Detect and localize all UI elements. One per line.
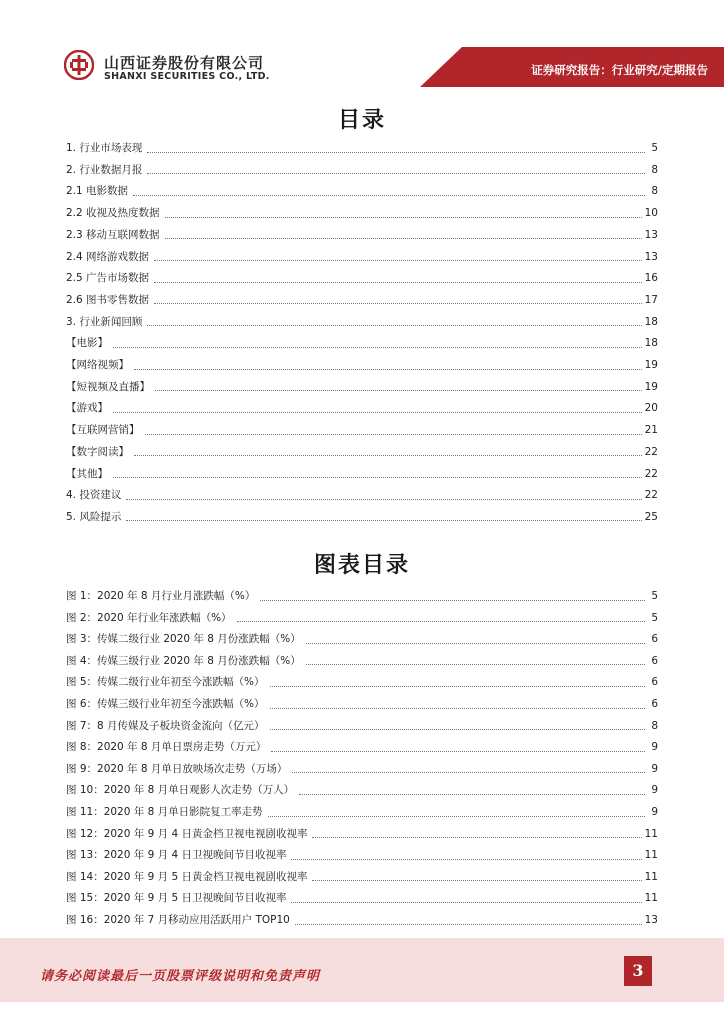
leader-dots bbox=[147, 315, 641, 326]
toc-entry[interactable] bbox=[66, 227, 658, 243]
toc-entry-label: 2.5 广告市场数据 bbox=[66, 272, 150, 285]
figure-entry-page: 13 bbox=[644, 914, 658, 926]
toc-entry-label: 2.3 移动互联网数据 bbox=[66, 228, 160, 241]
toc-entry[interactable] bbox=[66, 357, 658, 373]
toc-entry-label: 4. 投资建议 bbox=[66, 489, 122, 502]
toc-entry-page: 22 bbox=[644, 445, 658, 458]
figure-entry-label: 图 15：2020 年 9 月 5 日卫视晚间节目收视率 bbox=[66, 892, 287, 905]
toc-entry-page: 10 bbox=[644, 207, 658, 220]
leader-dots bbox=[299, 784, 645, 795]
company-logo-icon bbox=[64, 50, 94, 80]
leader-dots bbox=[154, 293, 642, 304]
leader-dots bbox=[147, 163, 645, 174]
toc-entry[interactable] bbox=[66, 249, 658, 265]
leader-dots bbox=[270, 698, 646, 709]
figure-entry-page: 9 bbox=[651, 741, 658, 754]
toc-entry[interactable] bbox=[66, 205, 658, 221]
page-header bbox=[0, 0, 724, 92]
leader-dots bbox=[155, 380, 642, 391]
toc-entry-label: 2.1 电影数据 bbox=[66, 185, 129, 198]
toc-entry-page: 19 bbox=[644, 380, 658, 393]
leader-dots bbox=[165, 207, 642, 218]
figure-entry[interactable] bbox=[66, 869, 658, 885]
figure-entry-page: 9 bbox=[651, 784, 658, 797]
leader-dots bbox=[134, 445, 642, 456]
figure-entry-label: 图 12：2020 年 9 月 4 日黄金档卫视电视剧收视率 bbox=[66, 827, 308, 840]
figure-entry[interactable] bbox=[66, 761, 658, 777]
leader-dots bbox=[270, 719, 645, 730]
toc-entry-label: 【游戏】 bbox=[66, 402, 108, 415]
report-type-label: 证券研究报告：行业研究/定期报告 bbox=[531, 63, 708, 77]
toc-entry[interactable] bbox=[66, 400, 658, 416]
figure-entry-label: 图 7：8 月传媒及子板块资金流向（亿元） bbox=[66, 719, 265, 732]
toc-entry[interactable] bbox=[66, 422, 658, 438]
figure-entry-page: 6 bbox=[651, 654, 658, 667]
toc-entry[interactable] bbox=[66, 183, 658, 199]
figure-entry-page: 6 bbox=[651, 676, 658, 689]
toc-entry-page: 18 bbox=[644, 337, 658, 350]
toc-entry-label: 【数字阅读】 bbox=[66, 445, 129, 458]
toc-entry[interactable] bbox=[66, 140, 658, 156]
disclaimer-text: 请务必阅读最后一页股票评级说明和免责声明 bbox=[40, 969, 321, 984]
leader-dots bbox=[291, 849, 641, 860]
toc-entry-page: 17 bbox=[644, 293, 658, 306]
toc-entry-page: 13 bbox=[644, 250, 658, 263]
figure-entry[interactable] bbox=[66, 653, 658, 669]
figure-entry-page: 11 bbox=[644, 892, 658, 905]
toc-title: 目录 bbox=[337, 108, 386, 133]
leader-dots bbox=[295, 914, 642, 925]
leader-dots bbox=[113, 337, 642, 348]
figure-entry-label: 图 6：传媒三级行业年初至今涨跌幅（%） bbox=[66, 698, 265, 710]
leader-dots bbox=[145, 424, 642, 435]
figure-entry-label: 图 14：2020 年 9 月 5 日黄金档卫视电视剧收视率 bbox=[66, 870, 308, 883]
figure-entry-label: 图 10：2020 年 8 月单日观影人次走势（万人） bbox=[66, 784, 295, 797]
leader-dots bbox=[126, 510, 641, 521]
toc-entry-page: 21 bbox=[644, 424, 658, 437]
toc-entry-page: 18 bbox=[644, 315, 658, 328]
toc-entry-page: 22 bbox=[644, 467, 658, 480]
figure-entry[interactable] bbox=[66, 782, 658, 798]
toc-entry-page: 20 bbox=[644, 402, 658, 415]
figure-entry-label: 图 11：2020 年 8 月单日影院复工率走势 bbox=[66, 806, 263, 818]
figure-entry-label: 图 8：2020 年 8 月单日票房走势（万元） bbox=[66, 741, 267, 754]
toc-entry-label: 2.4 网络游戏数据 bbox=[66, 250, 150, 263]
toc-entry-label: 【网络视频】 bbox=[66, 359, 129, 371]
figure-entry[interactable] bbox=[66, 890, 658, 906]
leader-dots bbox=[113, 402, 642, 413]
toc-entry-label: 【短视频及直播】 bbox=[66, 380, 150, 393]
toc-entry-page: 5 bbox=[651, 142, 658, 154]
leader-dots bbox=[312, 870, 641, 881]
leader-dots bbox=[292, 762, 645, 773]
toc-entry-page: 22 bbox=[644, 489, 658, 502]
figure-entry-page: 11 bbox=[644, 827, 658, 840]
leader-dots bbox=[147, 142, 645, 153]
toc-entry[interactable] bbox=[66, 292, 658, 308]
figure-entry-page: 6 bbox=[651, 698, 658, 710]
figure-entry[interactable] bbox=[66, 804, 658, 820]
figure-entry[interactable] bbox=[66, 674, 658, 690]
figure-entry[interactable] bbox=[66, 631, 658, 647]
leader-dots bbox=[268, 806, 645, 817]
toc-entry-label: 3. 行业新闻回顾 bbox=[66, 315, 143, 328]
figure-entry-label: 图 2：2020 年行业年涨跌幅（%） bbox=[66, 611, 232, 624]
figure-entry[interactable] bbox=[66, 826, 658, 842]
figure-entry[interactable] bbox=[66, 739, 658, 755]
toc-entry-label: 2.2 收视及热度数据 bbox=[66, 207, 160, 220]
figure-entry-page: 6 bbox=[651, 633, 658, 646]
figure-entry-page: 9 bbox=[651, 806, 658, 818]
figure-entry[interactable] bbox=[66, 912, 658, 928]
leader-dots bbox=[165, 228, 642, 239]
leader-dots bbox=[113, 467, 642, 478]
leader-dots bbox=[291, 892, 641, 903]
page-number: 3 bbox=[624, 956, 652, 986]
toc-entry[interactable] bbox=[66, 270, 658, 286]
figure-entry[interactable] bbox=[66, 588, 658, 604]
toc-entry-label: 5. 风险提示 bbox=[66, 510, 122, 523]
figure-entry-page: 8 bbox=[651, 719, 658, 732]
toc-entry[interactable] bbox=[66, 335, 658, 351]
toc-entry-page: 13 bbox=[644, 228, 658, 241]
leader-dots bbox=[306, 654, 645, 665]
figure-entry-label: 图 16：2020 年 7 月移动应用活跃用户 TOP10 bbox=[66, 914, 290, 926]
figure-entry[interactable] bbox=[66, 847, 658, 863]
toc-entry[interactable] bbox=[66, 379, 658, 395]
toc-entry[interactable] bbox=[66, 466, 658, 482]
toc-entry[interactable] bbox=[66, 509, 658, 525]
company-name-cn: 山西证券股份有限公司 bbox=[104, 54, 265, 72]
leader-dots bbox=[306, 633, 645, 644]
toc-entry-page: 8 bbox=[651, 185, 658, 198]
leader-dots bbox=[134, 359, 642, 370]
toc-entry-label: 1. 行业市场表现 bbox=[66, 142, 143, 154]
toc-entry-label: 【互联网营销】 bbox=[66, 424, 140, 437]
figure-entry-page: 5 bbox=[651, 590, 658, 602]
leader-dots bbox=[133, 185, 645, 196]
toc-entry-label: 2. 行业数据月报 bbox=[66, 163, 143, 176]
figure-entry[interactable] bbox=[66, 718, 658, 734]
figure-entry-page: 11 bbox=[644, 870, 658, 883]
toc-entry[interactable] bbox=[66, 487, 658, 503]
figure-entry-label: 图 4：传媒三级行业 2020 年 8 月份涨跌幅（%） bbox=[66, 654, 301, 667]
figure-entry[interactable] bbox=[66, 610, 658, 626]
company-name-en: SHANXI SECURITIES CO., LTD. bbox=[104, 71, 270, 82]
figures-title: 图表目录 bbox=[313, 553, 410, 578]
leader-dots bbox=[270, 676, 646, 687]
leader-dots bbox=[237, 611, 645, 622]
toc-entry-page: 25 bbox=[644, 510, 658, 523]
figure-entry-page: 5 bbox=[651, 611, 658, 624]
figure-entry-label: 图 1：2020 年 8 月行业月涨跌幅（%） bbox=[66, 590, 256, 602]
figure-entry-page: 9 bbox=[651, 762, 658, 775]
toc-entry[interactable] bbox=[66, 314, 658, 330]
leader-dots bbox=[260, 590, 645, 601]
toc-entry[interactable] bbox=[66, 162, 658, 178]
toc-entry-label: 【其他】 bbox=[66, 467, 108, 480]
figure-entry-label: 图 9：2020 年 8 月单日放映场次走势（万场） bbox=[66, 762, 288, 775]
figure-entry-page: 11 bbox=[644, 849, 658, 862]
toc-entry-label: 【电影】 bbox=[66, 337, 108, 350]
toc-entry-page: 19 bbox=[644, 359, 658, 371]
figure-entry-label: 图 3：传媒二级行业 2020 年 8 月份涨跌幅（%） bbox=[66, 633, 301, 646]
figure-entry-label: 图 5：传媒二级行业年初至今涨跌幅（%） bbox=[66, 676, 265, 689]
toc-entry-page: 8 bbox=[651, 163, 658, 176]
figure-entry[interactable] bbox=[66, 696, 658, 712]
toc-entry-label: 2.6 图书零售数据 bbox=[66, 293, 150, 306]
leader-dots bbox=[312, 827, 641, 838]
leader-dots bbox=[154, 272, 642, 283]
leader-dots bbox=[154, 250, 642, 261]
leader-dots bbox=[271, 741, 645, 752]
leader-dots bbox=[126, 489, 641, 500]
toc-entry-page: 16 bbox=[644, 272, 658, 285]
figure-entry-label: 图 13：2020 年 9 月 4 日卫视晚间节目收视率 bbox=[66, 849, 287, 862]
toc-entry[interactable] bbox=[66, 444, 658, 460]
